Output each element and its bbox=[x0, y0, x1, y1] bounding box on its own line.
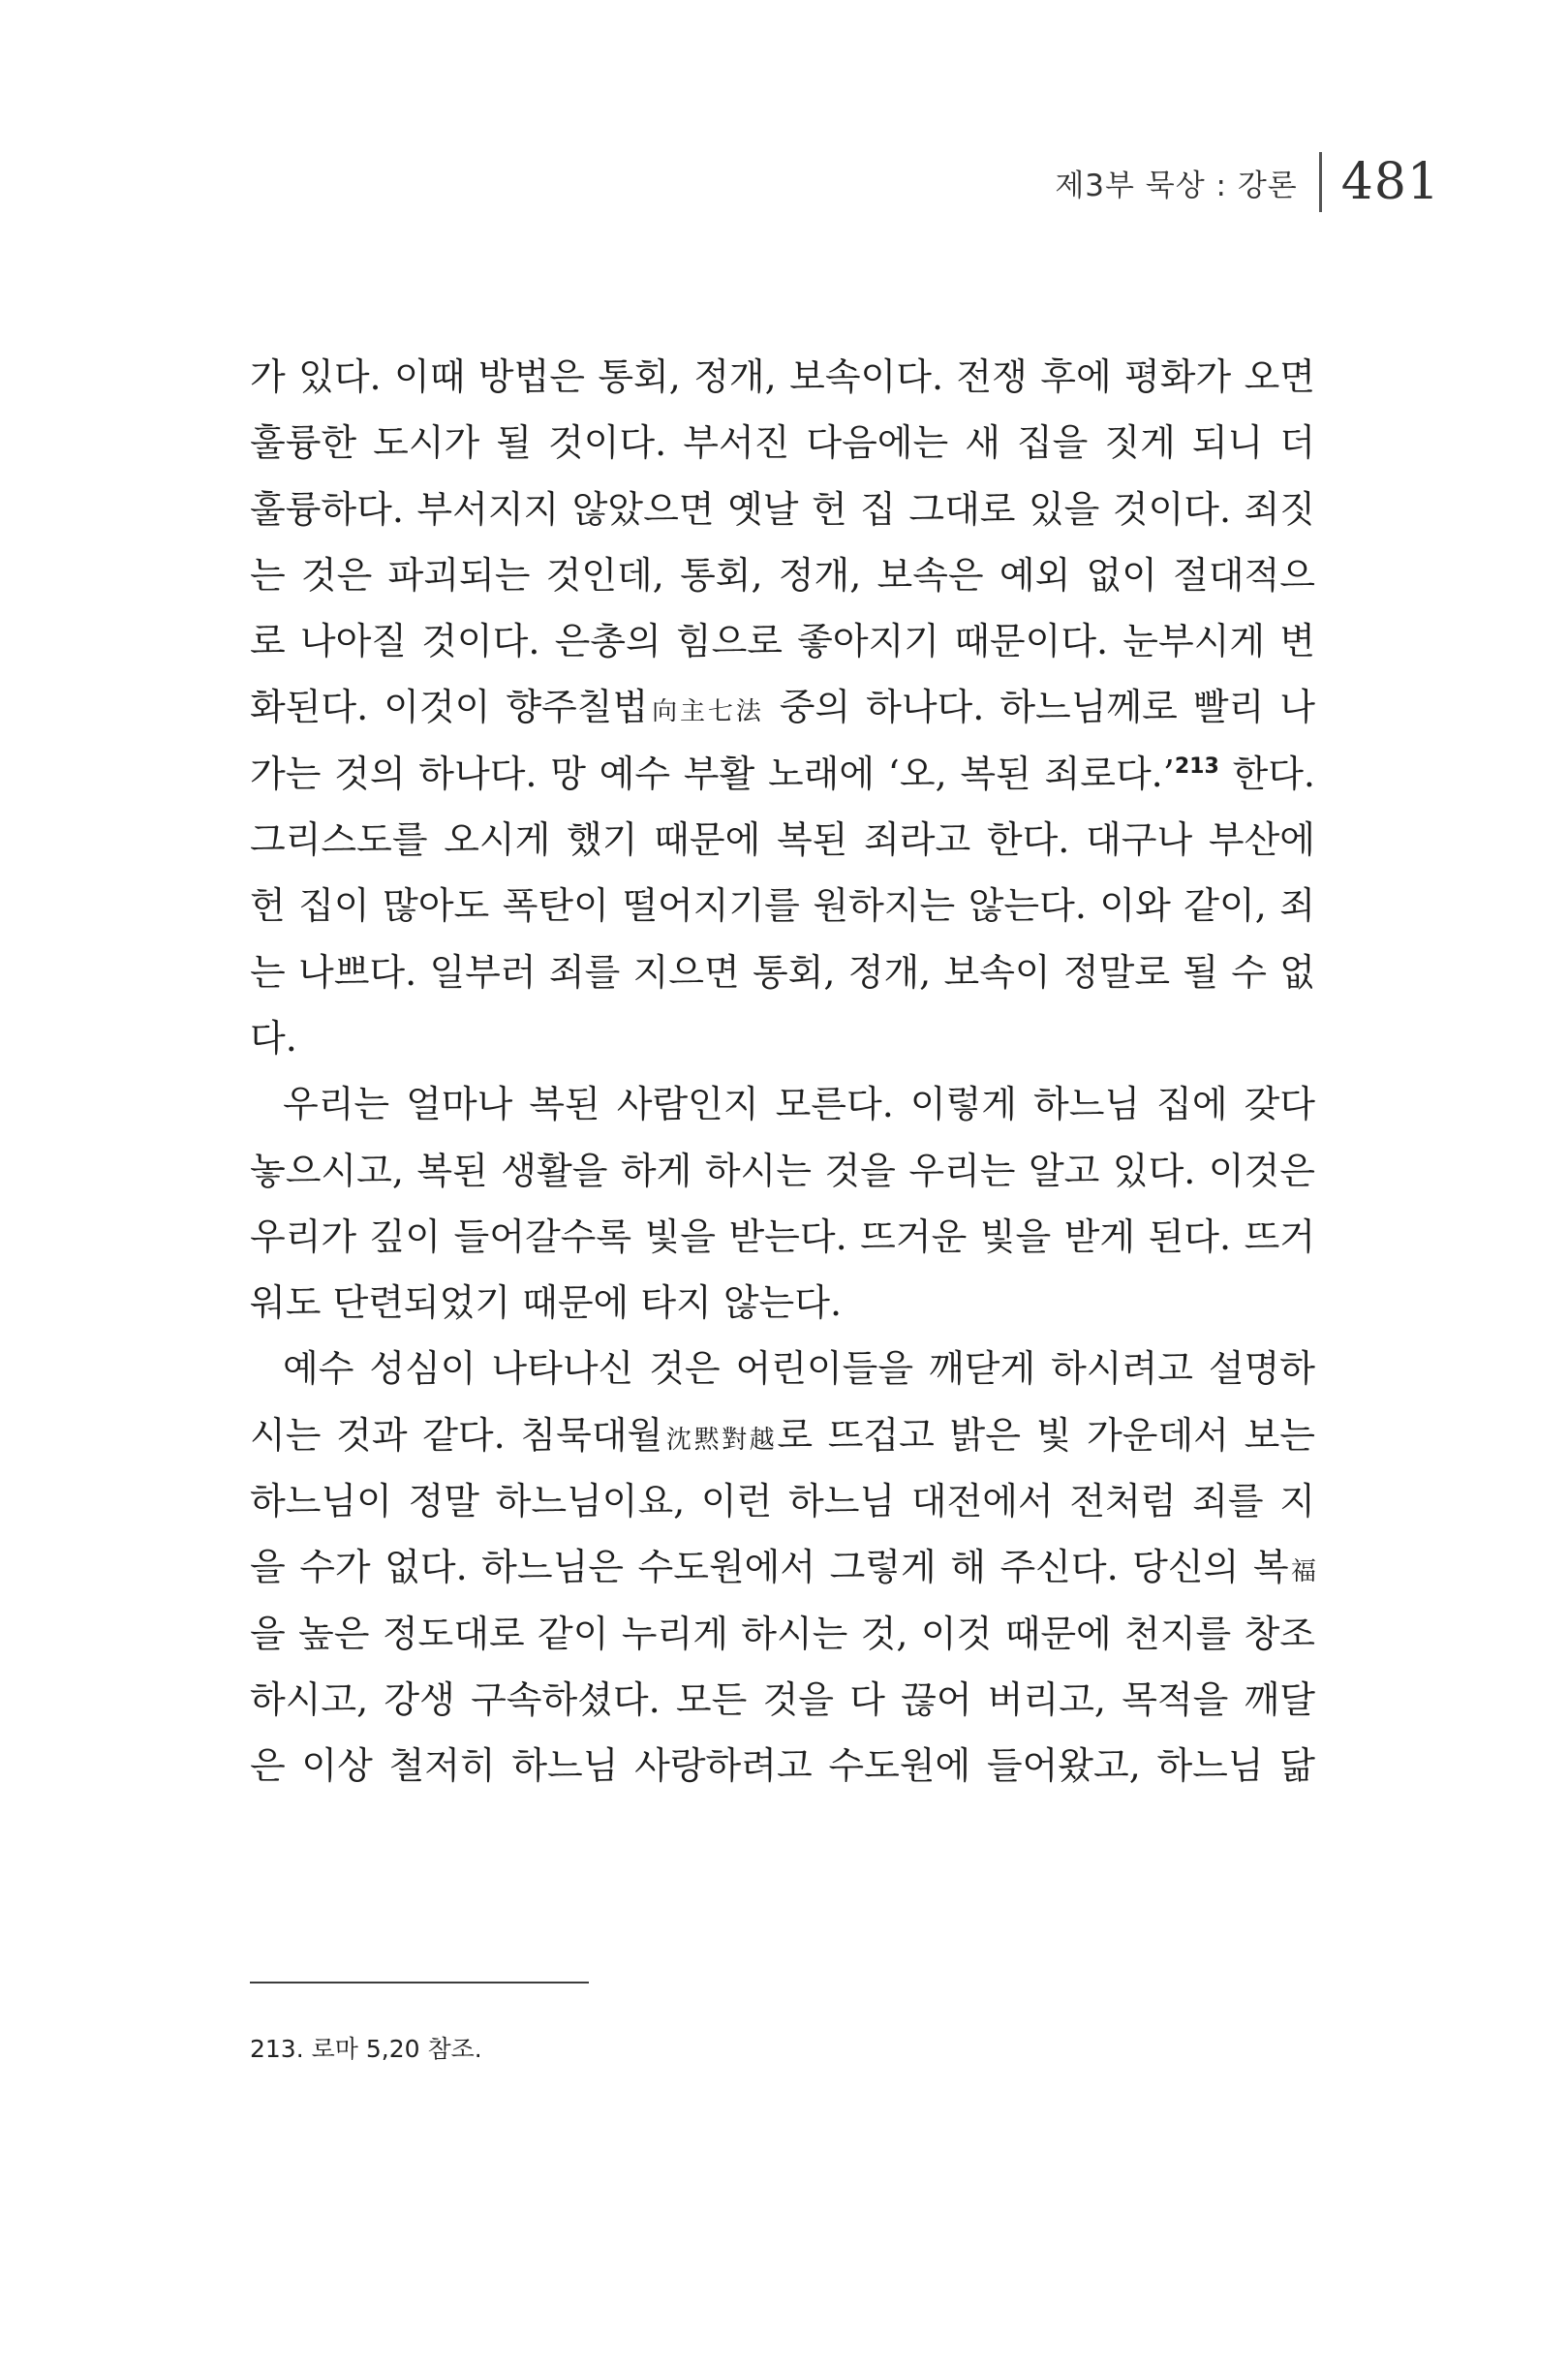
text-line: 우리는 얼마나 복된 사람인지 모른다. 이렇게 하느님 집에 갖다 bbox=[283, 1083, 1315, 1126]
text-line: 은 이상 철저히 하느님 사랑하려고 수도원에 들어왔고, 하느님 닮 bbox=[250, 1744, 1315, 1788]
header-divider bbox=[1319, 152, 1322, 212]
text-segment: 화된다. 이것이 향주칠법 bbox=[250, 686, 649, 729]
text-line: 는 나쁘다. 일부러 죄를 지으면 통회, 정개, 보속이 정말로 될 수 없 bbox=[250, 950, 1315, 994]
text-line: 다. bbox=[250, 1016, 297, 1060]
text-segment: 중의 하나다. 하느님께로 빨리 나 bbox=[763, 686, 1315, 729]
text-line: 헌 집이 많아도 폭탄이 떨어지기를 원하지는 않는다. 이와 같이, 죄 bbox=[250, 884, 1315, 928]
text-segment: 을 수가 없다. 하느님은 수도원에서 그렇게 해 주신다. 당신의 복 bbox=[250, 1546, 1289, 1589]
text-line: 훌륭한 도시가 될 것이다. 부서진 다음에는 새 집을 짓게 되니 더 bbox=[250, 421, 1315, 465]
hanja-gloss: 沈黙對越 bbox=[662, 1425, 778, 1455]
body-text bbox=[250, 344, 1315, 1799]
text-line bbox=[250, 1534, 1315, 1600]
text-line: 그리스도를 오시게 했기 때문에 복된 죄라고 한다. 대구나 부산에 bbox=[250, 818, 1315, 862]
page-number: 481 bbox=[1340, 153, 1440, 211]
text-line: 하시고, 강생 구속하셨다. 모든 것을 다 끊어 버리고, 목적을 깨달 bbox=[250, 1677, 1315, 1721]
running-head: 제3부 묵상 : 강론 bbox=[1055, 168, 1298, 203]
text-line: 가 있다. 이때 방법은 통회, 정개, 보속이다. 전쟁 후에 평화가 오면 bbox=[250, 355, 1315, 398]
text-line: 예수 성심이 나타나신 것은 어린이들을 깨닫게 하시려고 설명하 bbox=[283, 1347, 1315, 1391]
footnote-reference: 213 bbox=[1174, 753, 1219, 779]
text-line: 훌륭하다. 부서지지 않았으면 옛날 헌 집 그대로 있을 것이다. 죄짓 bbox=[250, 487, 1315, 531]
text-line: 놓으시고, 복된 생활을 하게 하시는 것을 우리는 알고 있다. 이것은 bbox=[250, 1149, 1315, 1192]
text-line: 로 나아질 것이다. 은총의 힘으로 좋아지기 때문이다. 눈부시게 변 bbox=[250, 620, 1315, 663]
hanja-gloss: 向主七法 bbox=[648, 697, 764, 727]
text-line: 는 것은 파괴되는 것인데, 통회, 정개, 보속은 예외 없이 절대적으 bbox=[250, 553, 1315, 597]
hanja-gloss: 福 bbox=[1288, 1557, 1315, 1587]
text-line: 워도 단련되었기 때문에 타지 않는다. bbox=[250, 1281, 843, 1325]
page-header bbox=[1055, 143, 1440, 221]
text-line: 하느님이 정말 하느님이요, 이런 하느님 대전에서 전처럼 죄를 지 bbox=[250, 1480, 1315, 1523]
text-line bbox=[250, 741, 1315, 807]
footnote: 213. 로마 5,20 참조. bbox=[250, 2035, 482, 2063]
text-line bbox=[250, 674, 1315, 740]
footnote-divider bbox=[250, 1982, 589, 1984]
text-segment: 한다. bbox=[1218, 752, 1315, 795]
text-segment: 시는 것과 같다. 침묵대월 bbox=[250, 1413, 663, 1457]
text-line: 우리가 깊이 들어갈수록 빛을 받는다. 뜨거운 빛을 받게 된다. 뜨거 bbox=[250, 1215, 1315, 1258]
text-segment: 로 뜨겁고 밝은 빛 가운데서 보는 bbox=[777, 1413, 1315, 1457]
text-segment: 가는 것의 하나다. 망 예수 부활 노래에 ‘오, 복된 죄로다.’ bbox=[250, 752, 1175, 795]
text-line: 을 높은 정도대로 같이 누리게 하시는 것, 이것 때문에 천지를 창조 bbox=[250, 1612, 1315, 1655]
text-line bbox=[250, 1402, 1315, 1468]
